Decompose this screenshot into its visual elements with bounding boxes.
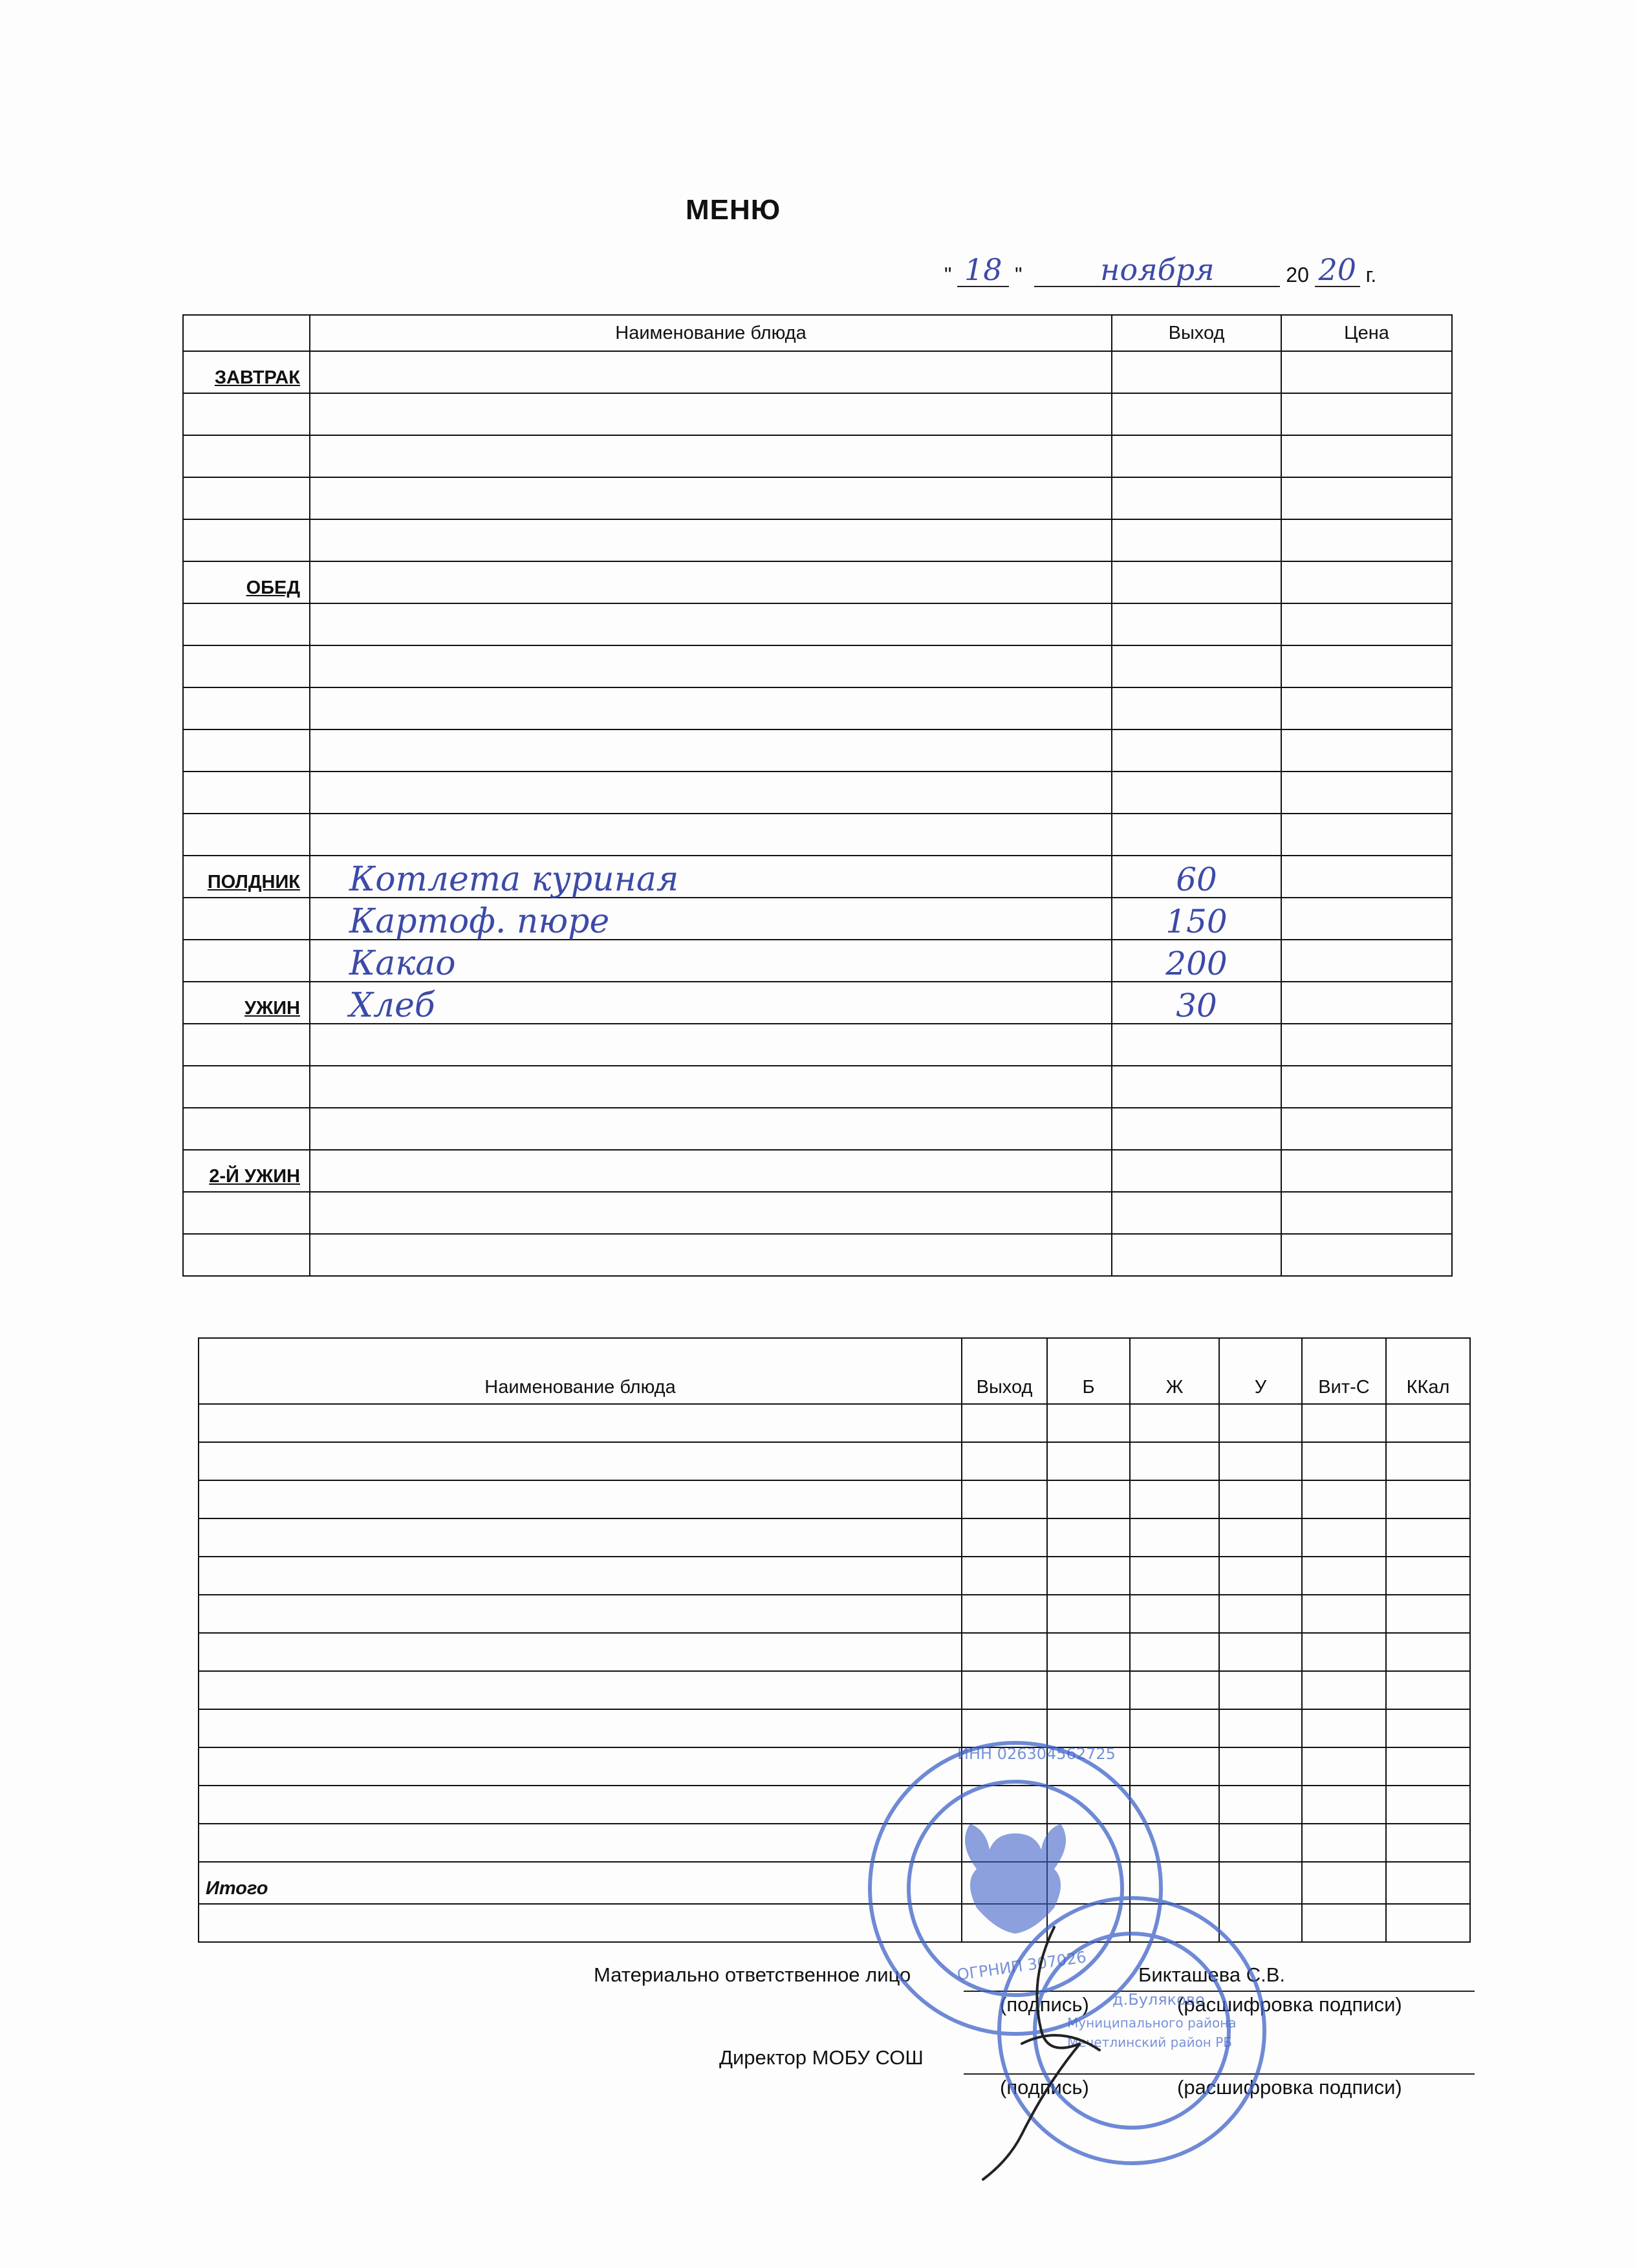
menu-row	[183, 351, 1452, 393]
nutrition-cell	[1386, 1824, 1470, 1862]
menu-price-cell	[1281, 814, 1452, 856]
handwritten-yield: 200	[1165, 945, 1228, 982]
nutrition-cell	[1302, 1633, 1386, 1671]
responsible-label: Материально ответственное лицо	[594, 1963, 911, 1986]
menu-price-cell	[1281, 687, 1452, 729]
menu-body	[183, 351, 1452, 1276]
menu-price-cell	[1281, 982, 1452, 1024]
nutrition-cell	[199, 1518, 962, 1557]
nutrition-cell	[1386, 1442, 1470, 1480]
stamp-line-ogrnip: ОГРНИП 307026	[956, 1948, 1088, 1984]
nutrition-cell	[1386, 1480, 1470, 1518]
menu-row	[183, 856, 1452, 898]
nutrition-cell	[1386, 1633, 1470, 1671]
menu-yield-cell	[1112, 645, 1281, 687]
director-decode-caption: (расшифровка подписи)	[1177, 2076, 1402, 2099]
nutrition-cell	[962, 1518, 1047, 1557]
menu-yield-cell	[1112, 603, 1281, 645]
menu-yield-cell	[1112, 1066, 1281, 1108]
menu-section-cell	[183, 940, 310, 982]
nutrition-cell	[1130, 1595, 1219, 1633]
menu-section-cell	[183, 1024, 310, 1066]
nutrition-row	[199, 1480, 1470, 1518]
menu-section-cell	[183, 1234, 310, 1276]
nutrition-cell	[1386, 1557, 1470, 1595]
stamp-line-region: Мечетлинский район РБ	[1067, 2035, 1233, 2050]
date-year-suffix: 20	[1315, 254, 1360, 287]
menu-table	[182, 314, 1453, 1277]
menu-row	[183, 1108, 1452, 1150]
nutrition-cell	[1302, 1480, 1386, 1518]
nutrition-cell	[1047, 1633, 1130, 1671]
nutrition-cell	[962, 1595, 1047, 1633]
nutrition-cell	[1219, 1671, 1302, 1709]
nutrition-header-kcal: ККал	[1386, 1338, 1470, 1404]
nutrition-cell	[962, 1404, 1047, 1442]
nutrition-cell	[1386, 1671, 1470, 1709]
menu-row	[183, 645, 1452, 687]
menu-yield-cell	[1112, 561, 1281, 603]
nutrition-cell	[1047, 1404, 1130, 1442]
menu-yield-cell	[1112, 814, 1281, 856]
nutrition-row	[199, 1671, 1470, 1709]
nutrition-row	[199, 1633, 1470, 1671]
menu-yield-cell	[1112, 1192, 1281, 1234]
menu-row	[183, 687, 1452, 729]
menu-yield-cell	[1112, 940, 1281, 982]
nutrition-cell	[199, 1404, 962, 1442]
nutrition-cell	[1302, 1518, 1386, 1557]
date-line	[944, 254, 1376, 292]
nutrition-cell	[1302, 1904, 1386, 1942]
handwritten-yield: 30	[1176, 987, 1217, 1024]
nutrition-cell	[1302, 1786, 1386, 1824]
menu-section-cell	[183, 603, 310, 645]
menu-price-cell	[1281, 729, 1452, 772]
menu-row	[183, 940, 1452, 982]
menu-row	[183, 561, 1452, 603]
menu-dish-cell	[310, 351, 1112, 393]
nutrition-cell	[1219, 1595, 1302, 1633]
nutrition-row	[199, 1557, 1470, 1595]
menu-price-cell	[1281, 898, 1452, 940]
menu-price-cell	[1281, 603, 1452, 645]
nutrition-cell	[1130, 1671, 1219, 1709]
nutrition-cell	[199, 1786, 962, 1824]
menu-header-section	[183, 315, 310, 351]
menu-section-cell: ПОЛДНИК	[183, 856, 310, 898]
nutrition-row	[199, 1442, 1470, 1480]
menu-price-cell	[1281, 477, 1452, 519]
nutrition-cell	[962, 1557, 1047, 1595]
nutrition-cell	[1302, 1709, 1386, 1747]
menu-section-cell	[183, 435, 310, 477]
nutrition-cell	[199, 1557, 962, 1595]
menu-dish-cell	[310, 729, 1112, 772]
nutrition-cell	[1386, 1862, 1470, 1904]
nutrition-header-yield: Выход	[962, 1338, 1047, 1404]
nutrition-cell	[1047, 1480, 1130, 1518]
nutrition-cell	[1386, 1595, 1470, 1633]
nutrition-cell	[962, 1442, 1047, 1480]
menu-price-cell	[1281, 940, 1452, 982]
menu-dish-cell	[310, 772, 1112, 814]
menu-dish-cell	[310, 393, 1112, 435]
nutrition-cell	[1386, 1786, 1470, 1824]
nutrition-cell	[1130, 1518, 1219, 1557]
menu-yield-cell	[1112, 351, 1281, 393]
nutrition-header-fat: Ж	[1130, 1338, 1219, 1404]
nutrition-cell	[1047, 1518, 1130, 1557]
nutrition-cell	[1047, 1671, 1130, 1709]
date-mid-quote: "	[1015, 263, 1023, 286]
menu-dish-cell	[310, 645, 1112, 687]
nutrition-cell	[1219, 1442, 1302, 1480]
menu-price-cell	[1281, 519, 1452, 561]
menu-section-cell: 2-Й УЖИН	[183, 1150, 310, 1192]
menu-section-cell	[183, 477, 310, 519]
nutrition-cell	[1047, 1442, 1130, 1480]
menu-dish-cell	[310, 603, 1112, 645]
nutrition-row	[199, 1404, 1470, 1442]
menu-row	[183, 435, 1452, 477]
menu-row	[183, 1024, 1452, 1066]
stamp-line-inn: ИНН 026304562725	[957, 1745, 1116, 1763]
menu-section-cell	[183, 519, 310, 561]
nutrition-total-label: Итого	[199, 1862, 962, 1904]
menu-dish-cell	[310, 940, 1112, 982]
menu-section-cell: ЗАВТРАК	[183, 351, 310, 393]
menu-row	[183, 1066, 1452, 1108]
menu-row	[183, 898, 1452, 940]
menu-row	[183, 772, 1452, 814]
handwritten-dish: Котлета куриная	[349, 860, 679, 899]
handwritten-yield: 150	[1165, 903, 1228, 940]
menu-yield-cell	[1112, 856, 1281, 898]
nutrition-cell	[1386, 1709, 1470, 1747]
nutrition-cell	[199, 1824, 962, 1862]
stamp-line-district: Муниципального района	[1067, 2015, 1237, 2031]
nutrition-cell	[962, 1480, 1047, 1518]
menu-row	[183, 1150, 1452, 1192]
menu-price-cell	[1281, 1108, 1452, 1150]
menu-row	[183, 1234, 1452, 1276]
nutrition-cell	[199, 1747, 962, 1786]
menu-section-cell	[183, 687, 310, 729]
nutrition-cell	[1219, 1518, 1302, 1557]
menu-section-cell	[183, 1192, 310, 1234]
menu-header-price: Цена	[1281, 315, 1452, 351]
director-signature-caption: (подпись)	[1000, 2076, 1089, 2099]
nutrition-cell	[1302, 1862, 1386, 1904]
menu-dish-cell	[310, 1066, 1112, 1108]
menu-dish-cell	[310, 1192, 1112, 1234]
menu-price-cell	[1281, 1192, 1452, 1234]
nutrition-cell	[962, 1671, 1047, 1709]
menu-row	[183, 603, 1452, 645]
menu-row	[183, 1192, 1452, 1234]
menu-section-cell	[183, 898, 310, 940]
menu-price-cell	[1281, 1066, 1452, 1108]
menu-dish-cell	[310, 982, 1112, 1024]
nutrition-header-protein: Б	[1047, 1338, 1130, 1404]
menu-yield-cell	[1112, 687, 1281, 729]
menu-section-cell	[183, 729, 310, 772]
nutrition-cell	[199, 1633, 962, 1671]
handwritten-dish: Картоф. пюре	[349, 902, 610, 941]
menu-section-cell	[183, 1108, 310, 1150]
menu-yield-cell	[1112, 519, 1281, 561]
menu-price-cell	[1281, 645, 1452, 687]
menu-yield-cell	[1112, 477, 1281, 519]
menu-yield-cell	[1112, 1024, 1281, 1066]
nutrition-cell	[1302, 1557, 1386, 1595]
nutrition-cell	[1302, 1747, 1386, 1786]
menu-yield-cell	[1112, 393, 1281, 435]
menu-yield-cell	[1112, 898, 1281, 940]
menu-yield-cell	[1112, 435, 1281, 477]
nutrition-cell	[199, 1671, 962, 1709]
date-year-prefix: 20	[1286, 263, 1309, 286]
menu-yield-cell	[1112, 982, 1281, 1024]
menu-price-cell	[1281, 561, 1452, 603]
nutrition-cell	[199, 1442, 962, 1480]
nutrition-cell	[1219, 1404, 1302, 1442]
date-year-unit: г.	[1365, 263, 1377, 286]
menu-price-cell	[1281, 1150, 1452, 1192]
menu-yield-cell	[1112, 772, 1281, 814]
nutrition-row	[199, 1595, 1470, 1633]
nutrition-cell	[1130, 1557, 1219, 1595]
menu-section-cell	[183, 1066, 310, 1108]
menu-yield-cell	[1112, 1108, 1281, 1150]
menu-dish-cell	[310, 435, 1112, 477]
nutrition-cell	[1130, 1442, 1219, 1480]
nutrition-cell	[199, 1709, 962, 1747]
nutrition-header-carbs: У	[1219, 1338, 1302, 1404]
nutrition-cell	[1302, 1671, 1386, 1709]
menu-dish-cell	[310, 1150, 1112, 1192]
nutrition-cell	[1302, 1404, 1386, 1442]
menu-header-dish: Наименование блюда	[310, 315, 1112, 351]
nutrition-cell	[1047, 1557, 1130, 1595]
nutrition-cell	[1219, 1557, 1302, 1595]
nutrition-cell	[1386, 1904, 1470, 1942]
nutrition-cell	[1219, 1633, 1302, 1671]
responsible-name: Бикташева С.В.	[1138, 1963, 1286, 1986]
menu-price-cell	[1281, 393, 1452, 435]
menu-dish-cell	[310, 856, 1112, 898]
menu-row	[183, 982, 1452, 1024]
menu-price-cell	[1281, 856, 1452, 898]
menu-dish-cell	[310, 814, 1112, 856]
nutrition-header-vitamin-c: Вит-С	[1302, 1338, 1386, 1404]
nutrition-cell	[1130, 1404, 1219, 1442]
nutrition-cell	[1386, 1404, 1470, 1442]
menu-price-cell	[1281, 351, 1452, 393]
menu-header-yield: Выход	[1112, 315, 1281, 351]
nutrition-cell	[199, 1595, 962, 1633]
nutrition-cell	[1219, 1480, 1302, 1518]
responsible-decode-caption: (расшифровка подписи)	[1177, 1993, 1402, 2016]
handwritten-dish: Хлеб	[349, 986, 435, 1025]
menu-dish-cell	[310, 1234, 1112, 1276]
menu-row	[183, 477, 1452, 519]
handwritten-yield: 60	[1176, 861, 1217, 898]
menu-row	[183, 519, 1452, 561]
menu-row	[183, 729, 1452, 772]
date-open-quote: "	[944, 263, 952, 286]
menu-dish-cell	[310, 1024, 1112, 1066]
handwritten-signature	[957, 1914, 1125, 2186]
nutrition-cell	[1302, 1442, 1386, 1480]
nutrition-cell	[1386, 1518, 1470, 1557]
nutrition-cell	[1130, 1480, 1219, 1518]
nutrition-header-row	[199, 1338, 1470, 1404]
menu-price-cell	[1281, 1234, 1452, 1276]
menu-price-cell	[1281, 772, 1452, 814]
menu-price-cell	[1281, 1024, 1452, 1066]
date-month: ноября	[1034, 254, 1280, 287]
nutrition-cell	[1047, 1595, 1130, 1633]
menu-yield-cell	[1112, 1234, 1281, 1276]
nutrition-cell	[1302, 1824, 1386, 1862]
nutrition-cell	[1302, 1595, 1386, 1633]
date-day: 18	[957, 254, 1009, 287]
nutrition-header-dish: Наименование блюда	[199, 1338, 962, 1404]
menu-section-cell	[183, 645, 310, 687]
nutrition-cell	[199, 1480, 962, 1518]
menu-dish-cell	[310, 561, 1112, 603]
nutrition-row	[199, 1518, 1470, 1557]
menu-dish-cell	[310, 1108, 1112, 1150]
menu-row	[183, 393, 1452, 435]
menu-yield-cell	[1112, 1150, 1281, 1192]
nutrition-cell	[1130, 1633, 1219, 1671]
stamp-line-village: д.Буляково	[1112, 1991, 1205, 2009]
menu-section-cell	[183, 772, 310, 814]
nutrition-cell	[962, 1633, 1047, 1671]
responsible-signature-caption: (подпись)	[1000, 1993, 1089, 2016]
menu-dish-cell	[310, 687, 1112, 729]
menu-dish-cell	[310, 898, 1112, 940]
menu-dish-cell	[310, 519, 1112, 561]
nutrition-cell	[199, 1904, 962, 1942]
menu-row	[183, 814, 1452, 856]
menu-section-cell: ОБЕД	[183, 561, 310, 603]
menu-section-cell: УЖИН	[183, 982, 310, 1024]
director-label: Директор МОБУ СОШ	[719, 2046, 924, 2069]
menu-section-cell	[183, 393, 310, 435]
menu-section-cell	[183, 814, 310, 856]
menu-yield-cell	[1112, 729, 1281, 772]
document-title: МЕНЮ	[686, 194, 781, 226]
menu-price-cell	[1281, 435, 1452, 477]
handwritten-dish: Какао	[349, 944, 456, 983]
menu-dish-cell	[310, 477, 1112, 519]
nutrition-cell	[1386, 1747, 1470, 1786]
menu-header-row	[183, 315, 1452, 351]
